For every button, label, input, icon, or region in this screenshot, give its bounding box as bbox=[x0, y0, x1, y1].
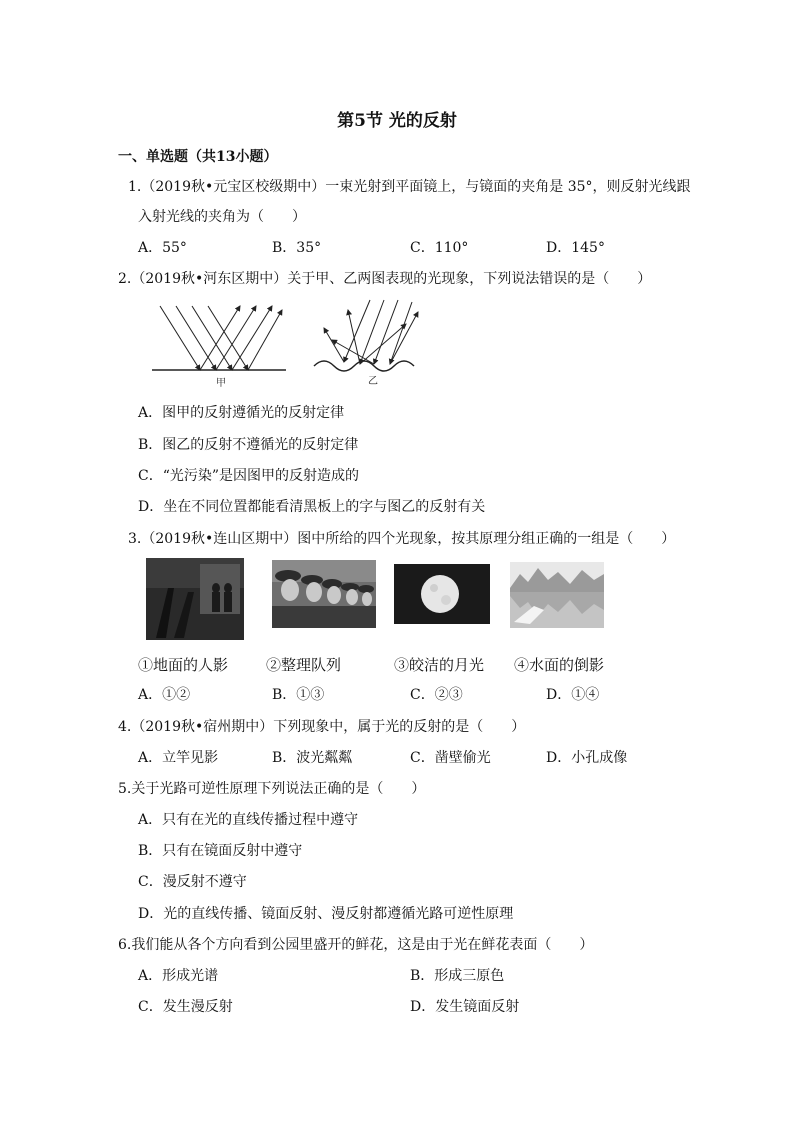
question-3-option-b: B．①③ bbox=[272, 687, 325, 703]
photo-caption-2: ②整理队列 bbox=[266, 656, 342, 674]
question-6-option-c: C．发生漫反射 bbox=[138, 999, 233, 1015]
question-2-option-b: B．图乙的反射不遵循光的反射定律 bbox=[138, 437, 359, 453]
section-heading: 一、单选题（共13小题） bbox=[118, 149, 278, 165]
question-3-option-c: C．②③ bbox=[410, 687, 463, 703]
question-1-option-a: A．55° bbox=[138, 240, 187, 256]
photo-caption-1: ①地面的人影 bbox=[138, 656, 229, 674]
moonlight-photo bbox=[394, 564, 490, 624]
question-4-option-d: D．小孔成像 bbox=[546, 750, 628, 766]
photo-caption-4: ④水面的倒影 bbox=[514, 656, 605, 674]
question-5-option-c: C．漫反射不遵守 bbox=[138, 874, 247, 890]
question-2-option-c: C．“光污染”是因图甲的反射造成的 bbox=[138, 468, 360, 484]
question-5-option-b: B．只有在镜面反射中遵守 bbox=[138, 843, 303, 859]
question-3-text: 3.（2019秋•连山区期中）图中所给的四个光现象，按其原理分组正确的一组是（ ） bbox=[128, 531, 676, 547]
question-6-option-d: D．发生镜面反射 bbox=[410, 999, 520, 1015]
figure-label-jia: 甲 bbox=[216, 378, 226, 389]
question-1-option-c: C．110° bbox=[410, 240, 469, 256]
specular-reflection-diagram bbox=[150, 298, 290, 390]
question-1-text-line-1: 1.（2019秋•元宝区校级期中）一束光射到平面镜上，与镜面的夹角是 35°，则反射光线跟 bbox=[128, 179, 691, 195]
question-5-option-d: D．光的直线传播、镜面反射、漫反射都遵循光路可逆性原理 bbox=[138, 906, 514, 922]
question-6-option-b: B．形成三原色 bbox=[410, 968, 505, 984]
question-3-option-d: D．①④ bbox=[546, 687, 600, 703]
water-reflection-photo bbox=[510, 562, 604, 628]
question-5-text: 5.关于光路可逆性原理下列说法正确的是（ ） bbox=[118, 781, 426, 797]
question-4-option-c: C．凿壁偷光 bbox=[410, 750, 491, 766]
question-6-option-a: A．形成光谱 bbox=[138, 968, 219, 984]
lining-up-photo bbox=[272, 560, 376, 628]
question-1-text-line-2: 入射光线的夹角为（ ） bbox=[138, 209, 306, 225]
question-2-text: 2.（2019秋•河东区期中）关于甲、乙两图表现的光现象，下列说法错误的是（ ） bbox=[118, 271, 652, 287]
question-5-option-a: A．只有在光的直线传播过程中遵守 bbox=[138, 812, 359, 828]
question-2-option-a: A．图甲的反射遵循光的反射定律 bbox=[138, 405, 345, 421]
question-4-option-b: B．波光粼粼 bbox=[272, 750, 353, 766]
question-2-option-d: D．坐在不同位置都能看清黑板上的字与图乙的反射有关 bbox=[138, 499, 486, 515]
diffuse-reflection-diagram bbox=[310, 294, 430, 390]
question-1-option-b: B．35° bbox=[272, 240, 322, 256]
question-4-text: 4.（2019秋•宿州期中）下列现象中，属于光的反射的是（ ） bbox=[118, 719, 526, 735]
photo-caption-3: ③皎洁的月光 bbox=[394, 656, 485, 674]
figure-label-yi: 乙 bbox=[368, 376, 378, 387]
question-1-option-d: D．145° bbox=[546, 240, 605, 256]
question-6-text: 6.我们能从各个方向看到公园里盛开的鲜花，这是由于光在鲜花表面（ ） bbox=[118, 937, 594, 953]
ground-shadow-photo bbox=[146, 558, 244, 640]
question-3-option-a: A．①② bbox=[138, 687, 191, 703]
page-title: 第5节 光的反射 bbox=[337, 111, 457, 131]
question-4-option-a: A．立竿见影 bbox=[138, 750, 219, 766]
